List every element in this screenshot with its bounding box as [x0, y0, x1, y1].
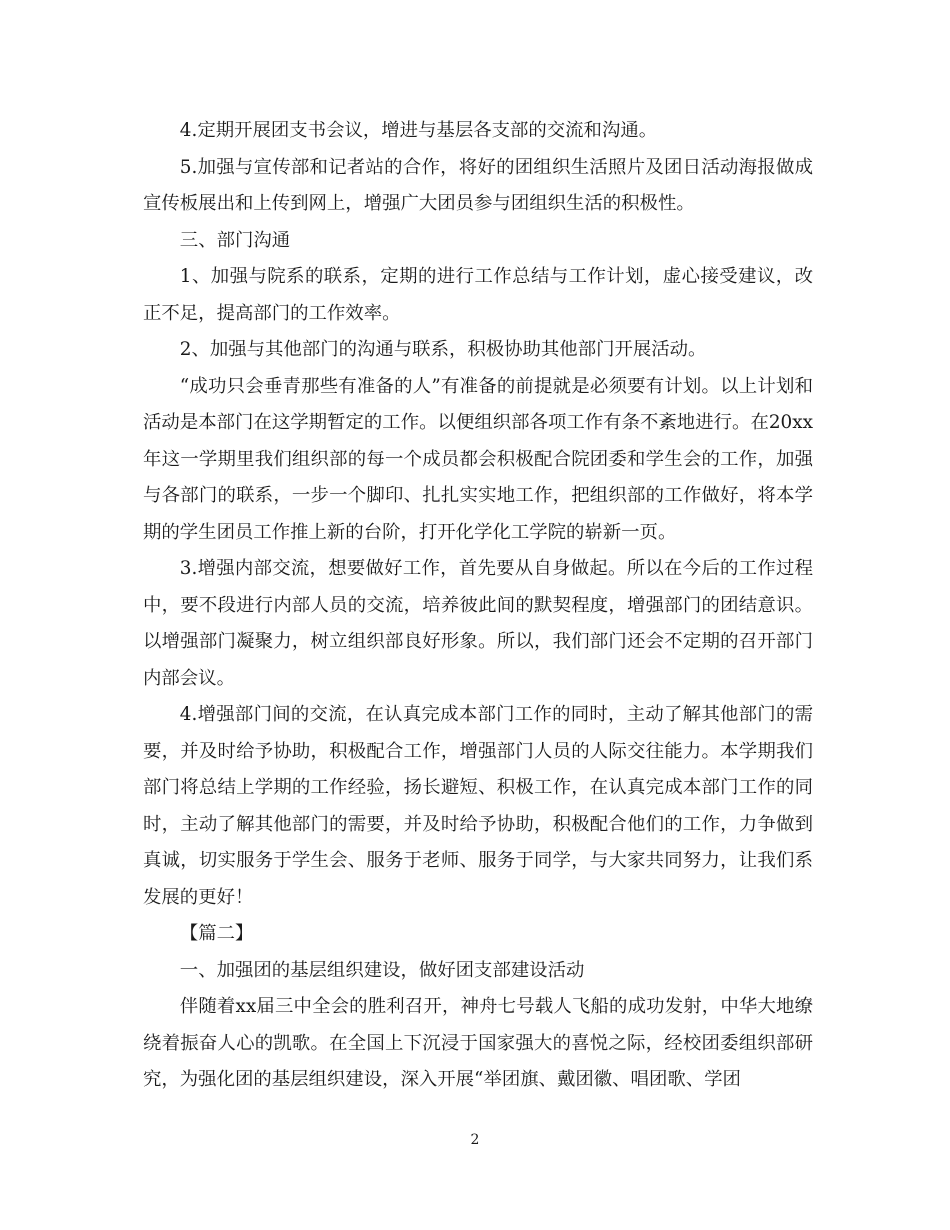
paragraph-communication-1: 1、加强与院系的联系，定期的进行工作总结与工作计划，虚心接受建议，改正不足，提高部门的工作效率。	[143, 266, 813, 324]
section-heading-part-two: 【篇二】	[179, 923, 254, 944]
paragraph-item-4: 4.定期开展团支书会议，增进与基层各支部的交流和沟通。	[179, 120, 658, 141]
paragraph-item-5: 5.加强与宣传部和记者站的合作，将好的团组织生活照片及团日活动海报做成宣传板展出和上传到网上，增强广大团员参与团组织生活的积极性。	[143, 156, 813, 214]
paragraph-interdepartment-exchange: 4.增强部门间的交流，在认真完成本部门工作的同时，主动了解其他部门的需要，并及时给予协助，积极配合工作，增强部门人员的人际交往能力。本学期我们部门将总结上学期的工作经验，扬长避短、积极工作，在认真完成本部门工作的同时，主动了解其他部门的需要，并及时给予协助，积极配合他们的工作，力争做到真诚，切实服务于学生会、服务于老师、服务于同学，与大家共同努力，让我们系发展的更好！	[143, 704, 813, 908]
paragraph-internal-exchange: 3.增强内部交流，想要做好工作，首先要从自身做起。所以在今后的工作过程中，要不段进行内部人员的交流，培养彼此间的默契程度，增强部门的团结意识。以增强部门凝聚力，树立组织部良好形象。所以，我们部门还会不定期的召开部门内部会议。	[143, 558, 813, 689]
paragraph-communication-2: 2、加强与其他部门的沟通与联系，积极协助其他部门开展活动。	[179, 339, 707, 360]
section-heading-department-communication: 三、部门沟通	[179, 229, 291, 251]
page-number: 2	[470, 1132, 480, 1148]
section-heading-grassroots-building: 一、加强团的基层组织建设，做好团支部建设活动	[179, 959, 585, 981]
document-body	[143, 113, 813, 1099]
paragraph-preparation-quote: “成功只会垂青那些有准备的人”有准备的前提就是必须要有计划。以上计划和活动是本部门在这学期暂定的工作。以便组织部各项工作有条不紊地进行。在20xx年这一学期里我们组织部的每一个成员都会积极配合院团委和学生会的工作，加强与各部门的联系，一步一个脚印、扎扎实实地工作，把组织部的工作做好，将本学期的学生团员工作推上新的台阶，打开化学化工学院的崭新一页。	[143, 375, 813, 543]
paragraph-shenzhou-seven: 伴随着xx届三中全会的胜利召开，神舟七号载人飞船的成功发射，中华大地缭绕着振奋人心的凯歌。在全国上下沉浸于国家强大的喜悦之际，经校团委组织部研究，为强化团的基层组织建设，深入开展“举团旗、戴团徽、唱团歌、学团	[143, 996, 813, 1090]
